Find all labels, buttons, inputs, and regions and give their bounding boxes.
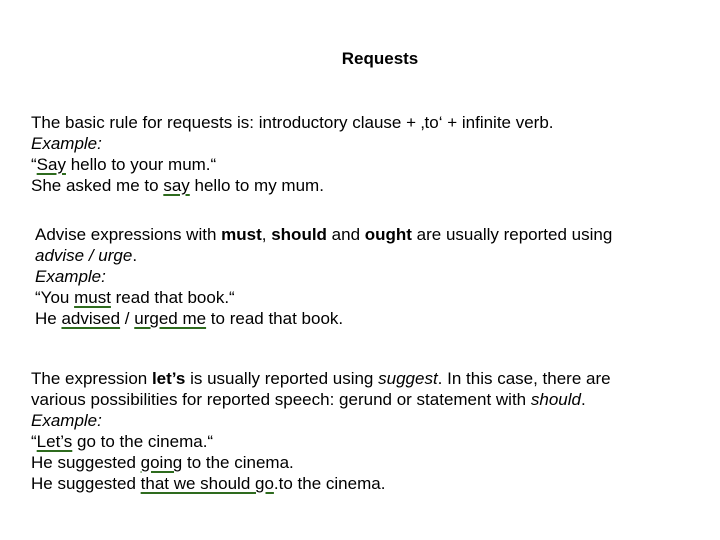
example-reported-speech: She asked me to say hello to my mum. [31, 176, 324, 195]
underlined-verb: say [163, 176, 190, 195]
example-reported-speech: He advised / urged me to read that book. [35, 309, 344, 328]
keyword-ought: ought [364, 225, 412, 244]
example-reported-speech-gerund: He suggested going to the cinema. [31, 453, 294, 472]
underlined-gerund: going [140, 453, 183, 472]
underlined-phrase: Let’s [36, 432, 73, 451]
underlined-verb: Say [36, 155, 66, 174]
example-direct-speech: “You must read that book.“ [35, 288, 235, 307]
keyword-lets: let’s [151, 369, 186, 388]
example-direct-speech: “Say hello to your mum.“ [31, 155, 217, 174]
underlined-verb: urged me [134, 309, 207, 328]
section-advise [35, 224, 612, 329]
example-label: Example: [31, 411, 102, 430]
example-direct-speech: “Let’s go to the cinema.“ [31, 432, 214, 451]
lets-rule-line-2: various possibilities for reported speech: gerund or statement with should. [31, 390, 586, 409]
example-label: Example: [35, 267, 106, 286]
example-label: Example: [31, 134, 102, 153]
example-reported-speech-should: He suggested that we should go.to the cinema. [31, 474, 386, 493]
lets-rule-line-1: The expression let’s is usually reported using suggest. In this case, there are [31, 369, 611, 388]
underlined-verb: advised [61, 309, 121, 328]
advise-rule-line-2: advise / urge. [35, 246, 138, 265]
keyword-advise-urge: advise / urge [35, 246, 133, 265]
keyword-suggest: suggest [378, 369, 438, 388]
keyword-must: must [221, 225, 262, 244]
advise-rule-line-1: Advise expressions with must, should and ought are usually reported using [35, 225, 613, 244]
section-basic-rule [31, 112, 554, 196]
underlined-clause: that we should go [140, 474, 274, 493]
section-lets [31, 368, 611, 494]
keyword-should: should [271, 225, 327, 244]
rule-text: The basic rule for requests is: introductory clause + ‚to‘ + infinite verb. [31, 113, 554, 132]
underlined-modal: must [74, 288, 111, 307]
keyword-should: should [530, 390, 581, 409]
page-title: Requests [341, 49, 419, 68]
